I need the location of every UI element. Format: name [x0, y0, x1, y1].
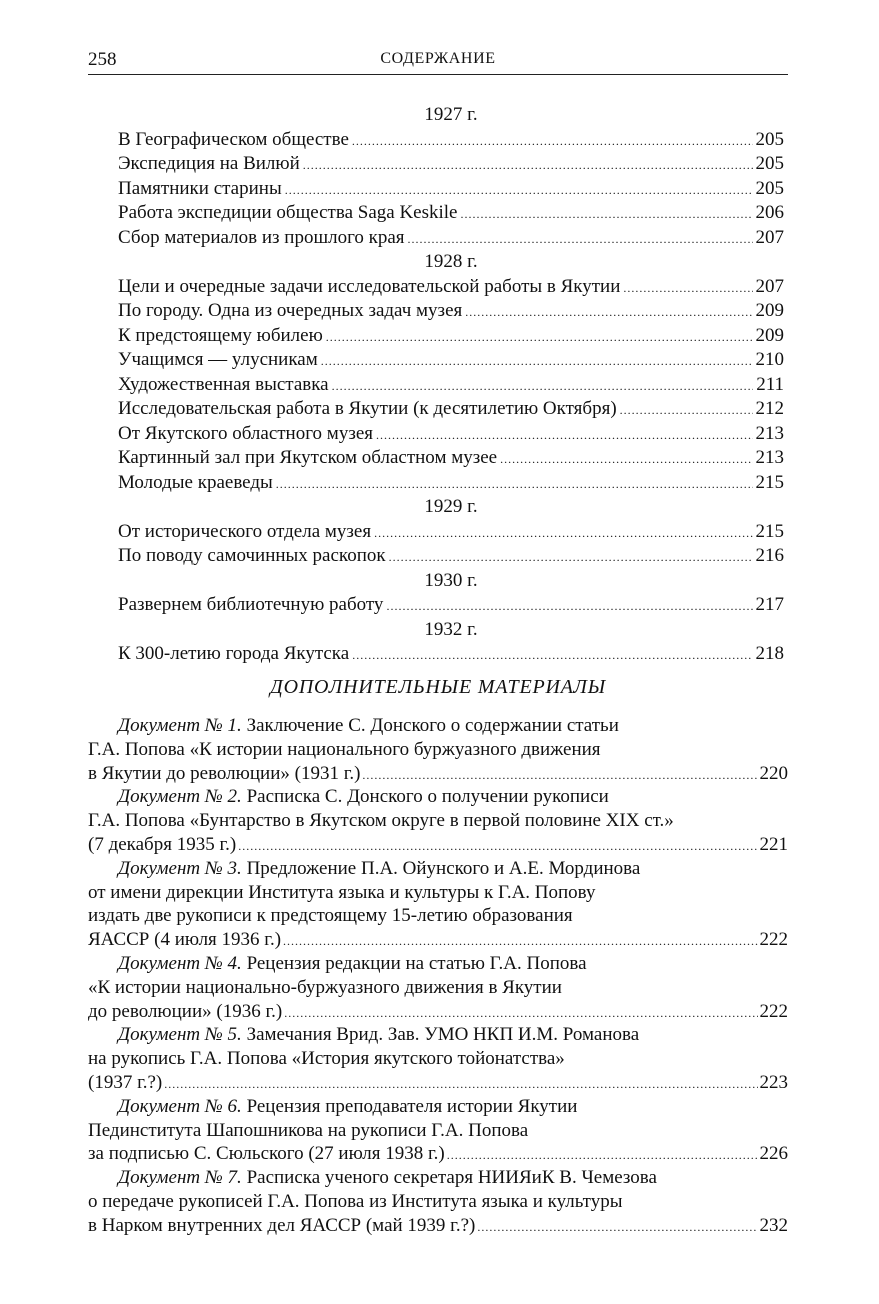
entry-title: Молодые краеведы — [118, 471, 273, 493]
entry-title: Исследовательская работа в Якутии (к десятилетию Октября) — [118, 398, 617, 419]
document-entry — [88, 952, 788, 1023]
toc-entry — [118, 520, 784, 545]
dot-leader — [465, 300, 752, 325]
toc-entry — [118, 226, 784, 251]
document-entry — [88, 1023, 788, 1094]
toc-entry — [118, 299, 784, 324]
toc-entry — [118, 373, 784, 398]
entry-title: Работа экспедиции общества Saga Keskile — [118, 202, 458, 223]
document-first-line — [88, 1166, 788, 1190]
document-line: Пединститута Шапошникова на рукописи Г.А. Попова — [88, 1119, 529, 1141]
toc-entry — [118, 422, 784, 447]
toc-entry — [118, 128, 784, 153]
document-label: Документ № 4. — [118, 952, 242, 974]
document-first-line — [88, 1023, 788, 1047]
entry-page-number: 209 — [755, 300, 784, 321]
document-last-text: ЯАССР (4 июля 1936 г.) — [88, 929, 282, 951]
dot-leader — [500, 447, 752, 472]
entry-page-number: 207 — [755, 275, 784, 297]
dot-leader — [623, 276, 752, 301]
document-last-text: в Якутии до революции» (1931 г.) — [88, 762, 361, 784]
entry-page-number: 213 — [755, 447, 784, 468]
dot-leader — [284, 1002, 757, 1026]
entry-title: К 300-летию города Якутска — [118, 643, 350, 664]
toc-entry — [118, 152, 784, 177]
document-line: о передаче рукописей Г.А. Попова из Института языка и культуры — [88, 1190, 623, 1212]
dot-leader — [477, 1216, 757, 1240]
entry-title: К предстоящему юбилею — [118, 324, 323, 346]
dot-leader — [362, 764, 757, 788]
document-label: Документ № 5. — [118, 1024, 242, 1046]
entry-page-number: 220 — [759, 762, 788, 784]
document-first-line — [88, 785, 788, 809]
additional-documents-list — [88, 714, 788, 1238]
entry-title: В Географическом обществе — [118, 128, 349, 150]
dot-leader — [376, 423, 753, 448]
entry-title: Художественная выставка — [118, 373, 329, 395]
toc-entry — [118, 275, 784, 300]
year-heading: 1929 г. — [424, 496, 478, 517]
document-entry — [88, 857, 788, 952]
document-last-line — [88, 833, 788, 857]
toc-entry — [118, 397, 784, 422]
header-rule — [88, 74, 788, 75]
document-last-text: до революции» (1936 г.) — [88, 1000, 283, 1022]
dot-leader — [352, 129, 753, 154]
year-heading: 1932 г. — [424, 618, 478, 640]
document-last-line — [88, 928, 788, 952]
dot-leader — [164, 1073, 757, 1097]
dot-leader — [620, 398, 753, 423]
document-line: Г.А. Попова «К истории национального буржуазного движения — [88, 738, 601, 760]
year-heading: 1928 г. — [424, 251, 478, 272]
dot-leader — [283, 930, 757, 954]
year-heading: 1927 г. — [424, 104, 478, 125]
dot-leader — [285, 178, 753, 203]
entry-title: Цели и очередные задачи исследовательской работы в Якутии — [118, 275, 621, 297]
document-description: Расписка ученого секретаря НИИЯиК В. Чемезова — [246, 1167, 657, 1189]
document-entry — [88, 785, 788, 856]
toc-entry — [118, 324, 784, 349]
entry-page-number: 218 — [755, 643, 784, 664]
entry-page-number: 222 — [759, 929, 788, 951]
document-line: «К истории национально-буржуазного движения в Якутии — [88, 976, 562, 998]
entry-page-number: 216 — [755, 545, 784, 566]
entry-title: Экспедиция на Вилюй — [118, 153, 300, 174]
entry-page-number: 226 — [759, 1143, 788, 1165]
document-last-line — [88, 1000, 788, 1024]
entry-page-number: 205 — [755, 153, 784, 174]
document-last-line — [88, 1142, 788, 1166]
entry-title: От исторического отдела музея — [118, 520, 372, 542]
document-last-text: за подписью С. Сюльского (27 июля 1938 г.) — [88, 1143, 445, 1165]
dot-leader — [332, 374, 754, 399]
document-description: Заключение С. Донского о содержании статьи — [246, 715, 619, 736]
document-label: Документ № 3. — [118, 857, 242, 879]
entry-page-number: 211 — [756, 373, 784, 395]
entry-page-number: 212 — [755, 398, 784, 419]
running-header-title: СОДЕРЖАНИЕ — [380, 50, 496, 67]
document-last-line — [88, 1071, 788, 1095]
document-first-line — [88, 714, 788, 738]
document-line: на рукопись Г.А. Попова «История якутского тойонатства» — [88, 1048, 565, 1070]
entry-page-number: 223 — [759, 1071, 788, 1093]
document-last-line — [88, 1214, 788, 1238]
entry-page-number: 221 — [759, 833, 788, 855]
document-last-text: (1937 г.?) — [88, 1071, 163, 1093]
dot-leader — [408, 227, 753, 252]
toc-entry — [118, 544, 784, 569]
document-description: Предложение П.А. Ойунского и А.Е. Мординова — [246, 857, 641, 879]
document-first-line — [88, 952, 788, 976]
document-description: Замечания Врид. Зав. УМО НКП И.М. Романова — [246, 1024, 640, 1046]
entry-title: Развернем библиотечную работу — [118, 594, 384, 615]
document-label: Документ № 1. — [118, 715, 242, 736]
document-first-line — [88, 857, 788, 881]
entry-page-number: 206 — [755, 202, 784, 223]
dot-leader — [238, 835, 757, 859]
entry-page-number: 205 — [755, 128, 784, 150]
running-header — [88, 44, 788, 74]
entry-title: От Якутского областного музея — [118, 422, 373, 444]
document-label: Документ № 2. — [118, 786, 242, 808]
dot-leader — [461, 202, 753, 227]
toc-entry — [118, 593, 784, 618]
section-title: ДОПОЛНИТЕЛЬНЫЕ МАТЕРИАЛЫ — [270, 676, 606, 698]
document-entry — [88, 1166, 788, 1237]
document-line: издать две рукописи к предстоящему 15-летию образования — [88, 905, 573, 927]
entry-title: Памятники старины — [118, 177, 282, 199]
document-first-line — [88, 1095, 788, 1119]
entry-page-number: 207 — [755, 226, 784, 248]
table-of-contents — [118, 103, 784, 667]
document-label: Документ № 7. — [118, 1167, 242, 1189]
entry-page-number: 205 — [755, 177, 784, 199]
toc-entry — [118, 446, 784, 471]
dot-leader — [321, 349, 753, 374]
page-number: 258 — [88, 49, 117, 70]
dot-leader — [276, 472, 753, 497]
entry-page-number: 222 — [759, 1000, 788, 1022]
document-line: Г.А. Попова «Бунтарство в Якутском округе в первой половине XIX ст.» — [88, 810, 674, 832]
document-last-line — [88, 762, 788, 786]
entry-page-number: 232 — [759, 1214, 788, 1236]
toc-entry — [118, 177, 784, 202]
entry-title: Картинный зал при Якутском областном музее — [118, 447, 498, 468]
toc-entry — [118, 201, 784, 226]
entry-page-number: 213 — [755, 422, 784, 444]
entry-page-number: 217 — [755, 594, 784, 615]
toc-entry — [118, 348, 784, 373]
dot-leader — [374, 521, 752, 546]
document-description: Расписка С. Донского о получении рукописи — [246, 786, 609, 808]
entry-title: По городу. Одна из очередных задач музея — [118, 300, 463, 321]
dot-leader — [352, 643, 752, 668]
dot-leader — [303, 153, 753, 178]
document-label: Документ № 6. — [118, 1095, 242, 1117]
toc-entry — [118, 642, 784, 667]
document-entry — [88, 1095, 788, 1166]
dot-leader — [326, 325, 753, 350]
document-line: от имени дирекции Института языка и культуры к Г.А. Попову — [88, 881, 596, 903]
document-entry — [88, 714, 788, 785]
entry-page-number: 215 — [755, 520, 784, 542]
entry-title: Сбор материалов из прошлого края — [118, 226, 405, 248]
document-description: Рецензия преподавателя истории Якутии — [246, 1095, 578, 1117]
entry-title: По поводу самочинных раскопок — [118, 545, 386, 566]
dot-leader — [389, 545, 753, 570]
year-heading: 1930 г. — [424, 569, 478, 591]
entry-title: Учащимся — улусникам — [118, 349, 318, 370]
entry-page-number: 215 — [755, 471, 784, 493]
document-last-text: (7 декабря 1935 г.) — [88, 833, 237, 855]
toc-entry — [118, 471, 784, 496]
dot-leader — [386, 594, 752, 619]
entry-page-number: 210 — [755, 349, 784, 370]
document-description: Рецензия редакции на статью Г.А. Попова — [246, 952, 587, 974]
entry-page-number: 209 — [755, 324, 784, 346]
document-last-text: в Нарком внутренних дел ЯАССР (май 1939 г.?) — [88, 1214, 476, 1236]
dot-leader — [447, 1144, 758, 1168]
